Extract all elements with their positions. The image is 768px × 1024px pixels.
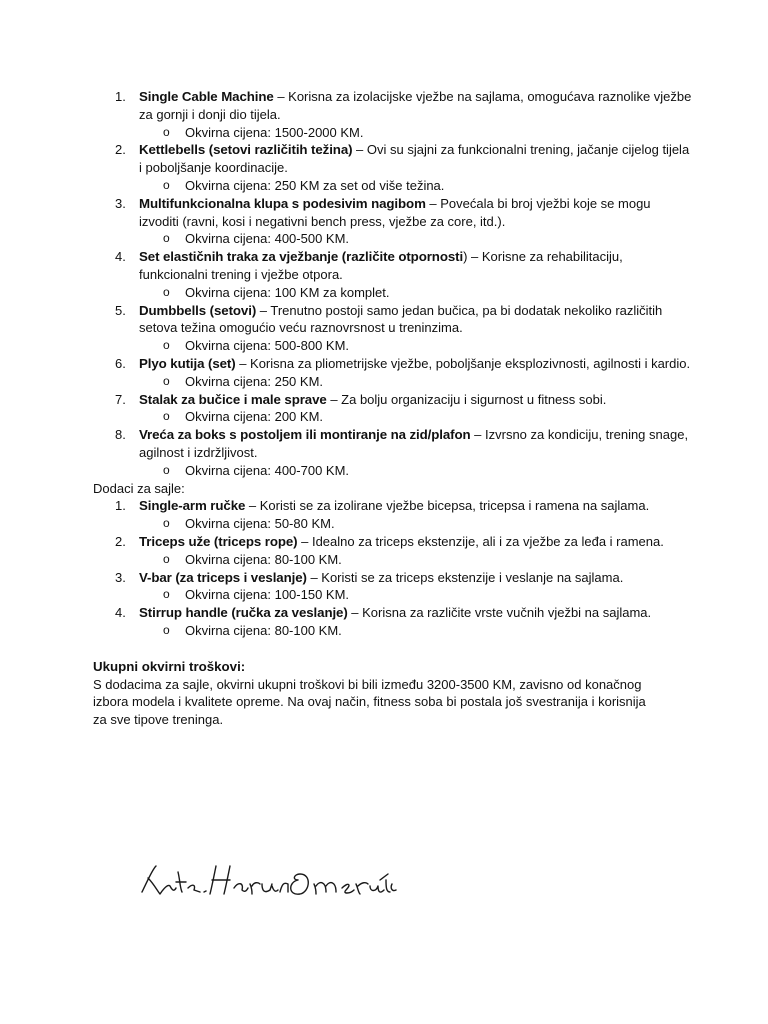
price-item: [163, 284, 693, 302]
equipment-list: [93, 88, 693, 480]
item-price: Okvirna cijena: 100-150 KM.: [185, 587, 350, 603]
price-item: [163, 124, 693, 142]
bullet-icon: o: [163, 622, 170, 637]
item-description: ) – Korisne za rehabilitaciju, funkcionalni trening i vježbe otpora.: [139, 249, 623, 282]
price-item: [163, 177, 693, 195]
bullet-icon: o: [163, 338, 170, 353]
price-item: [163, 551, 693, 569]
price-item: [163, 408, 693, 426]
item-price: Okvirna cijena: 400-500 KM.: [185, 231, 350, 247]
item-number: 8.: [115, 427, 126, 443]
list-item: [115, 426, 693, 479]
list-item: [115, 302, 693, 355]
list-item: [115, 497, 693, 533]
item-description: – Koristi se za triceps ekstenzije i veslanje na sajlama.: [306, 569, 624, 585]
bullet-icon: o: [163, 462, 170, 477]
list-item: [115, 391, 693, 427]
price-sublist: [139, 230, 693, 248]
item-name: Multifunkcionalna klupa s podesivim nagibom: [139, 195, 426, 211]
item-name: Vreća za boks s postoljem ili montiranje na zid/plafon: [139, 427, 471, 443]
item-description: – Ovi su sjajni za funkcionalni trening, jačanje cijelog tijela i poboljšanje koordinacije.: [139, 142, 690, 176]
item-name: V-bar (za triceps i veslanje): [139, 569, 307, 585]
price-sublist: [139, 408, 693, 426]
bullet-icon: o: [163, 516, 170, 531]
item-description: – Idealno za triceps ekstenzije, ali i za vježbe za leđa i ramena.: [297, 533, 664, 549]
list-item: [115, 533, 693, 569]
list-item: [115, 604, 693, 640]
price-sublist: [139, 124, 693, 142]
price-sublist: [139, 586, 693, 604]
item-price: Okvirna cijena: 200 KM.: [185, 409, 324, 425]
summary-title: Ukupni okvirni troškovi:: [93, 658, 246, 674]
price-item: [163, 622, 693, 640]
document-body: [93, 88, 693, 729]
item-number: 7.: [115, 391, 126, 407]
list-item: [115, 88, 693, 141]
item-name: Triceps uže (triceps rope): [139, 533, 298, 549]
item-description: – Korisna za pliometrijske vježbe, poboljšanje eksplozivnosti, agilnosti i kardio.: [235, 355, 691, 371]
item-number: 2.: [115, 533, 126, 549]
price-item: [163, 586, 693, 604]
item-description: – Izvrsno za kondiciju, trening snage, agilnost i izdržljivost.: [139, 427, 689, 460]
item-name: Stirrup handle (ručka za veslanje): [139, 605, 348, 621]
item-price: Okvirna cijena: 50-80 KM.: [185, 516, 335, 532]
price-sublist: [139, 462, 693, 480]
item-price: Okvirna cijena: 250 KM.: [185, 373, 324, 389]
price-item: [163, 515, 693, 533]
list-item: [115, 141, 693, 194]
price-sublist: [139, 551, 693, 569]
item-description: – Korisna za izolacijske vježbe na sajlama, omogućava raznolike vježbe za gornji i donji dio tijela.: [139, 89, 692, 122]
list-item: [115, 569, 693, 605]
item-price: Okvirna cijena: 400-700 KM.: [185, 462, 350, 478]
item-price: Okvirna cijena: 100 KM za komplet.: [185, 284, 390, 300]
bullet-icon: o: [163, 409, 170, 424]
price-sublist: [139, 373, 693, 391]
signature-image: [138, 862, 398, 902]
list-item: [115, 355, 693, 391]
item-description: – Koristi se za izolirane vježbe bicepsa, tricepsa i ramena na sajlama.: [245, 498, 650, 514]
price-sublist: [139, 337, 693, 355]
item-number: 2.: [115, 142, 126, 158]
bullet-icon: o: [163, 373, 170, 388]
price-item: [163, 462, 693, 480]
item-number: 3.: [115, 195, 126, 211]
price-sublist: [139, 177, 693, 195]
item-number: 4.: [115, 249, 126, 265]
list-item: [115, 248, 693, 301]
price-sublist: [139, 515, 693, 533]
item-name: Single Cable Machine: [139, 89, 274, 104]
item-number: 3.: [115, 569, 126, 585]
item-description: – Korisna za različite vrste vučnih vježbi na sajlama.: [347, 605, 652, 621]
item-price: Okvirna cijena: 250 KM za set od više težina.: [185, 177, 445, 193]
bullet-icon: o: [163, 124, 170, 139]
price-item: [163, 337, 693, 355]
bullet-icon: o: [163, 551, 170, 566]
addons-label: Dodaci za sajle:: [93, 480, 185, 496]
item-name: Stalak za bučice i male sprave: [139, 391, 327, 407]
item-name: Set elastičnih traka za vježbanje (različite otpornosti: [139, 249, 464, 265]
item-number: 6.: [115, 355, 126, 371]
bullet-icon: o: [163, 177, 170, 192]
item-number: 5.: [115, 302, 126, 318]
item-name: Dumbbells (setovi): [139, 302, 257, 318]
summary-text: S dodacima za sajle, okvirni ukupni troškovi bi bili između 3200-3500 KM, zavisno od konačnog izbora modela i kvalitete opreme. Na ovaj način, fitness soba bi postala još svestranija i korisnija za sve tipove treninga.: [93, 676, 646, 728]
bullet-icon: o: [163, 587, 170, 602]
item-name: Kettlebells (setovi različitih težina): [139, 142, 353, 158]
item-name: Single-arm ručke: [139, 498, 246, 514]
addons-list: [93, 497, 693, 639]
price-sublist: [139, 622, 693, 640]
item-description: – Trenutno postoji samo jedan bučica, pa bi dodatak nekoliko različitih setova težina omogućio veću raznovrsnost u treninzima.: [139, 302, 663, 336]
item-price: Okvirna cijena: 1500-2000 KM.: [185, 124, 364, 140]
item-description: – Povećala bi broj vježbi koje se mogu izvoditi (ravni, kosi i negativni bench press, vježbe za core, itd.).: [139, 195, 651, 229]
bullet-icon: o: [163, 231, 170, 246]
item-number: 4.: [115, 605, 126, 621]
item-price: Okvirna cijena: 80-100 KM.: [185, 622, 342, 638]
price-item: [163, 230, 693, 248]
item-number: 1.: [115, 89, 126, 104]
list-item: [115, 195, 693, 248]
item-price: Okvirna cijena: 80-100 KM.: [185, 551, 342, 567]
item-description: – Za bolju organizaciju i sigurnost u fitness sobi.: [326, 391, 607, 407]
bullet-icon: o: [163, 284, 170, 299]
price-sublist: [139, 284, 693, 302]
item-number: 1.: [115, 498, 126, 514]
item-name: Plyo kutija (set): [139, 355, 236, 371]
item-price: Okvirna cijena: 500-800 KM.: [185, 338, 350, 354]
price-item: [163, 373, 693, 391]
